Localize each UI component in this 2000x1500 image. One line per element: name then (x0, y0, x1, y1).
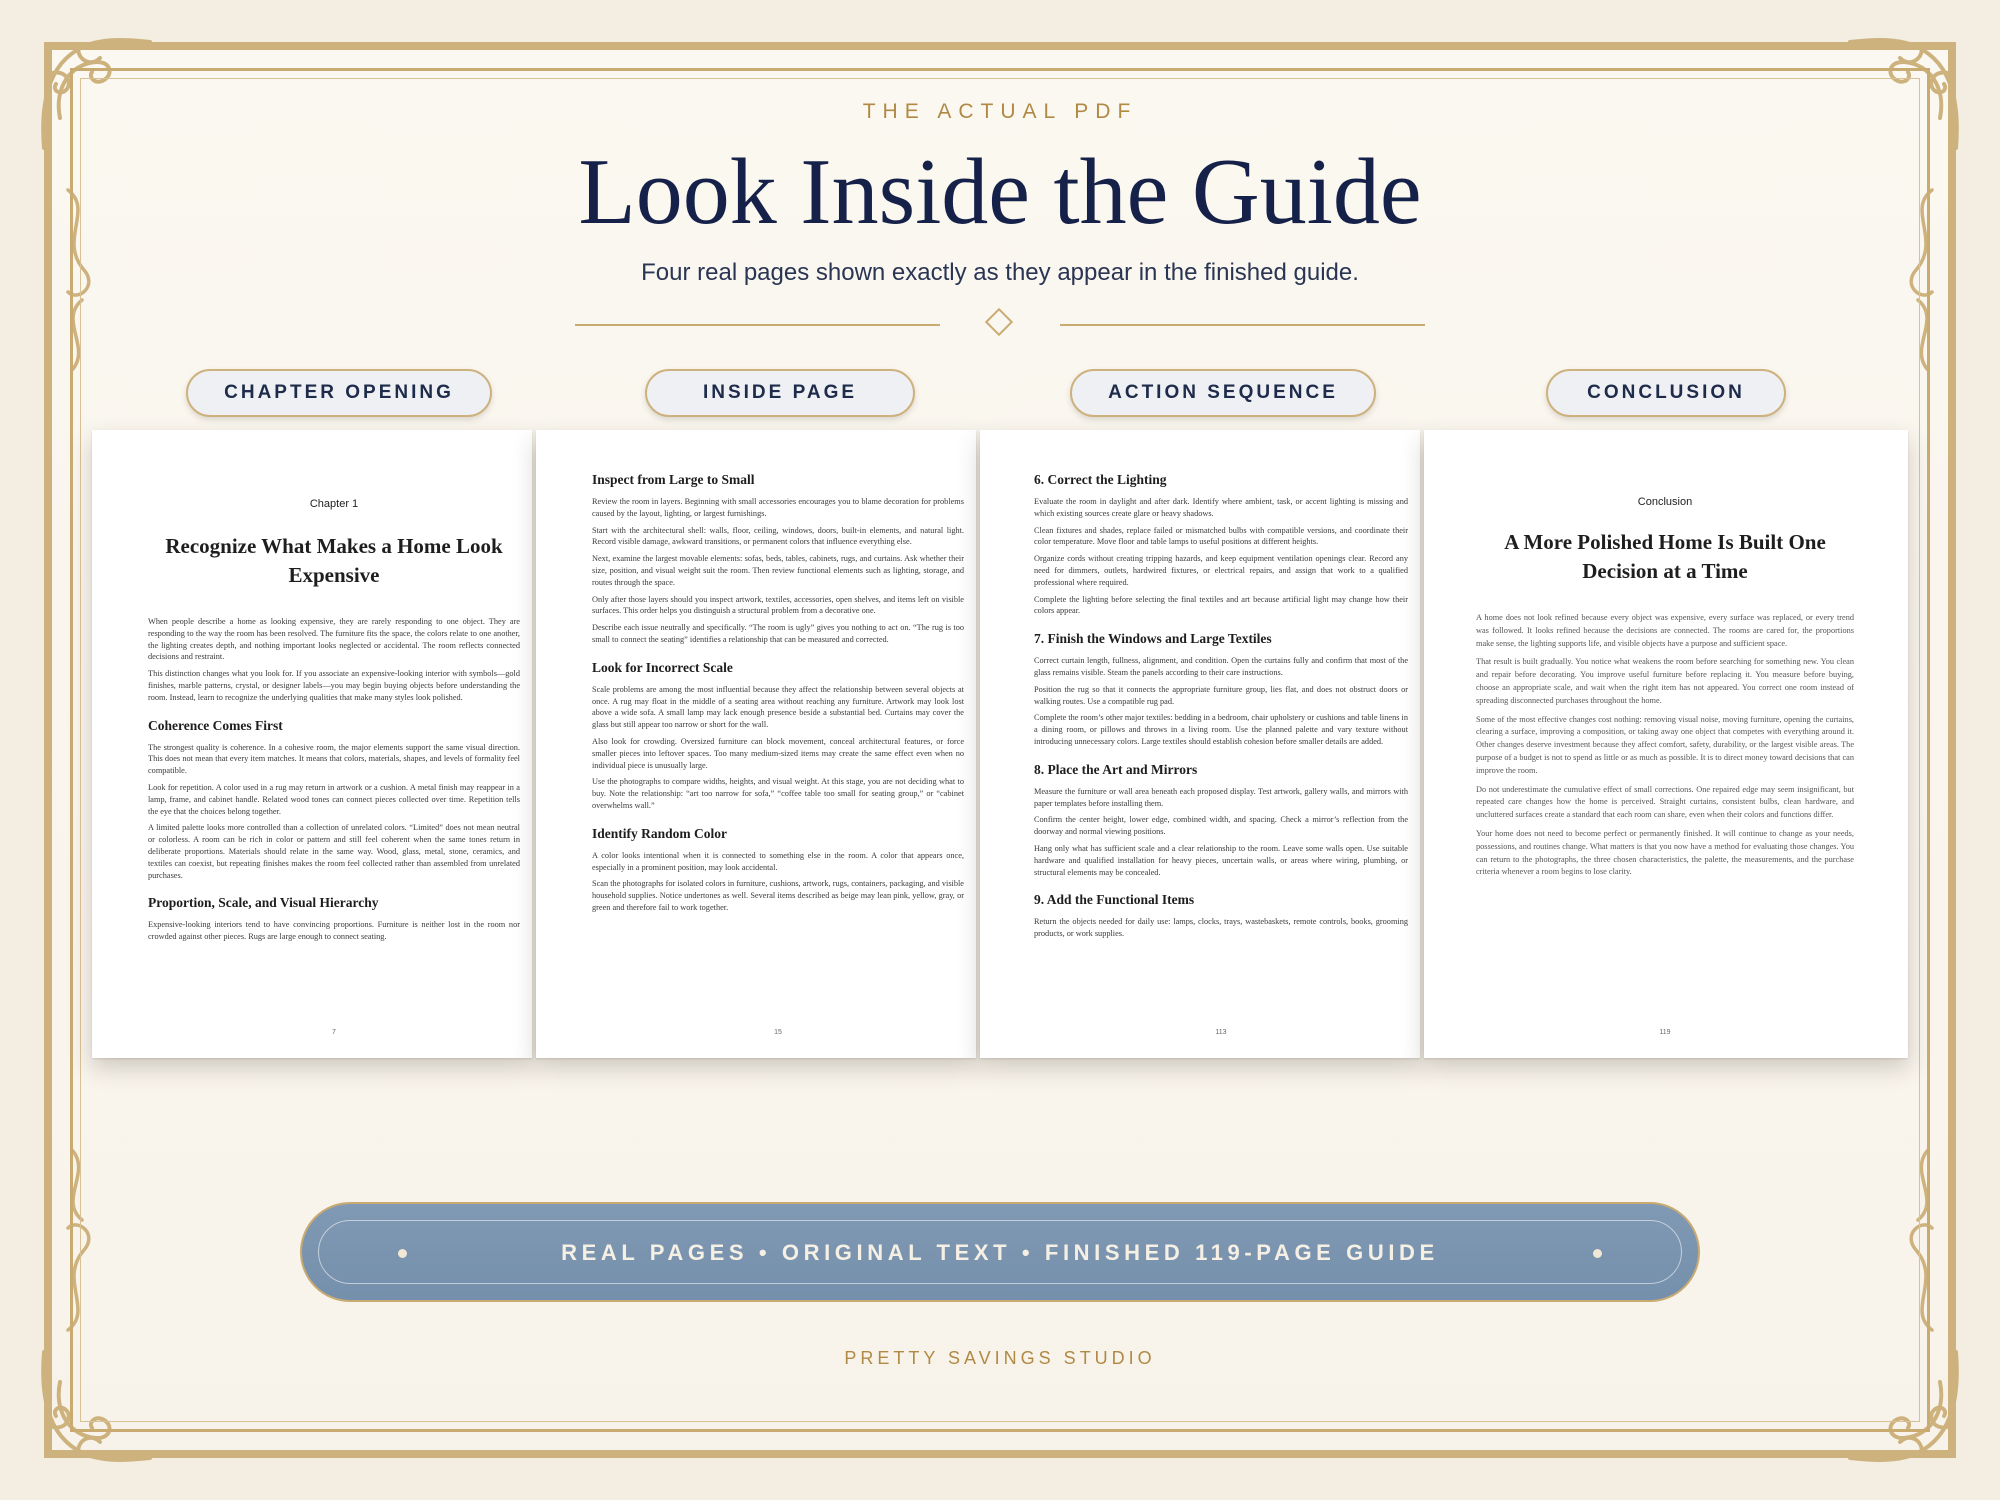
body-paragraph: Start with the architectural shell: walls, floor, ceiling, windows, doors, built-in elements, and natural light. Record visible damage, awkward transitions, or permanent colors that influence everything else. (592, 525, 964, 547)
page-title: Look Inside the Guide (578, 140, 1422, 244)
body-paragraph: A color looks intentional when it is connected to something else in the room. A color that appears once, especially in a prominent position, may look accidental. (592, 850, 964, 872)
body-paragraph: The strongest quality is coherence. In a cohesive room, the major elements support the same visual direction. This does not mean that every item matches. It means that colors, materials, shapes, and levels of formality feel compatible. (148, 742, 520, 776)
body-paragraph: Correct curtain length, fullness, alignment, and condition. Open the curtains fully and confirm that most of the glass remains visible. Steam the panels according to their care instructions. (1034, 656, 1408, 677)
body-paragraph: Expensive-looking interiors tend to have convincing proportions. Furniture is neither lost in the room nor crowded against other pieces. Rugs are large enough to connect seating. (148, 920, 520, 942)
pdf-page-inside (536, 430, 976, 1058)
section-heading: 9. Add the Functional Items (1034, 892, 1195, 908)
chapter-label: Chapter 1 (309, 498, 359, 510)
page-body (1476, 612, 1854, 879)
divider-line-right (1060, 324, 1425, 326)
pdf-page-conclusion (1424, 430, 1908, 1058)
section-heading: Inspect from Large to Small (592, 472, 755, 487)
chapter-label: Conclusion (1637, 496, 1693, 508)
pdf-page-chapter-opening (92, 430, 532, 1058)
page-body (592, 472, 964, 914)
body-paragraph: Some of the most effective changes cost nothing: removing visual noise, moving furniture, opening the curtains, clearing a surface, improving a composition, or taking away one object that competes with everything around it. Other changes deserve investment because they affect comfort, safety, durability, or the largest visible areas. The purpose of a budget is not to spend as little or as much as possible. It is to direct money toward decisions that can improve the room. (1476, 714, 1854, 775)
section-heading: 8. Place the Art and Mirrors (1034, 761, 1198, 777)
label-inside-page: INSIDE PAGE (645, 369, 915, 417)
body-paragraph: Complete the lighting before selecting the final textiles and art because artificial light may change how their colors appear. (1034, 594, 1408, 616)
section-heading: Identify Random Color (592, 825, 728, 841)
page-number: 113 (1215, 1029, 1227, 1036)
body-paragraph: Describe each issue neutrally and specifically. “The room is ugly” gives you nothing to act on. “The rug is too small to connect the seating” identifies a relationship that can be measured and corrected. (592, 623, 964, 644)
body-paragraph: This distinction changes what you look for. If you associate an expensive-looking interior with symbols—gold finishes, marble patterns, crystal, or designer labels—you may begin buying objects before understanding the room. Instead, learn to recognize the underlying qualities that make many styles look polished. (148, 669, 520, 702)
body-paragraph: A home does not look refined because every object was expensive, every surface was replaced, or every trend was followed. It looks refined because the decisions are connected. The rooms are cared for, the proportions make sense, the lighting supports life, and visible objects have a purpose and sufficient space. (1476, 613, 1854, 648)
page-subtitle: Four real pages shown exactly as they appear in the finished guide. (641, 259, 1359, 286)
brand-footer: PRETTY SAVINGS STUDIO (844, 1348, 1156, 1368)
label-conclusion: CONCLUSION (1546, 369, 1786, 417)
page-body (148, 616, 520, 943)
features-banner (300, 1202, 1700, 1302)
body-paragraph: Complete the room’s other major textiles: bedding in a bedroom, chair upholstery or cushions and table linens in a dining room, or pillows and throws in a living room. Use the planned palette and vary texture without introducing unnecessary colors. Large textiles should establish cohesion before smaller details are added. (1034, 713, 1408, 746)
section-heading: Proportion, Scale, and Visual Hierarchy (148, 895, 379, 911)
body-paragraph: When people describe a home as looking expensive, they are rarely responding to one object. They are responding to the way the room has been resolved. The furniture fits the space, the colors relate to one another, the lighting creates depth, and nothing important looks neglected or accidental. The room reflects connected decisions and restraint. (148, 617, 520, 662)
body-paragraph: Look for repetition. A color used in a rug may return in artwork or a cushion. A metal finish may reappear in a lamp, frame, and cabinet handle. Related wood tones can connect pieces collected over time. Repetition tells the eye that the choices belong together. (148, 782, 520, 816)
page-number: 15 (774, 1029, 782, 1036)
body-paragraph: Clean fixtures and shades, replace failed or mismatched bulbs with compatible versions, and coordinate their color temperature. Move floor and table lamps to useful positions at different heights. (1034, 525, 1408, 547)
page-number: 119 (1659, 1029, 1671, 1036)
body-paragraph: Only after those layers should you inspect artwork, textiles, accessories, open shelves, and items left on visible surfaces. This order helps you distinguish a structural problem from a decorative one. (592, 594, 964, 616)
page-number: 7 (332, 1029, 336, 1036)
body-paragraph: Use the photographs to compare widths, heights, and visual weight. At this stage, you are not deciding what to buy. Note the relationship: “art too narrow for sofa,” “coffee table too small for seating group,” or “cabinet overwhelms wall.” (592, 777, 964, 810)
body-paragraph: Hang only what has sufficient scale and a clear relationship to the room. Leave some walls open. Use suitable hardware and qualified installation for heavy pieces, uncertain walls, or areas where wiring, plumbing, or structural elements may be concealed. (1034, 843, 1408, 877)
body-paragraph: Organize cords without creating tripping hazards, and keep equipment ventilation openings clear. Record any need for dimmers, outlets, hardwired fixtures, or electrical repairs, and assign that work to a qualified professional where required. (1034, 554, 1408, 587)
body-paragraph: Scan the photographs for isolated colors in furniture, cushions, artwork, rugs, containers, packaging, and visible household supplies. Notice undertones as well. Several items described as beige may lean pink, yellow, gray, or green and therefore fail to work together. (592, 879, 964, 912)
chapter-title: A More Polished Home Is Built One Decision at a Time (1504, 530, 1826, 583)
banner-text: REAL PAGES • ORIGINAL TEXT • FINISHED 119-PAGE GUIDE (561, 1240, 1439, 1265)
body-paragraph: Confirm the center height, lower edge, combined width, and spacing. Check a mirror’s reflection from the doorway and normal viewing positions. (1034, 815, 1408, 837)
body-paragraph: Return the objects needed for daily use: lamps, clocks, trays, wastebaskets, remote controls, books, grooming products, or work supplies. (1034, 917, 1408, 939)
label-action-sequence: ACTION SEQUENCE (1070, 369, 1376, 417)
label-chapter-opening: CHAPTER OPENING (186, 369, 492, 417)
body-paragraph: Your home does not need to become perfect or permanently finished. It will continue to change as your needs, possessions, and routines change. What matters is that you now have a method for evaluating those changes. You can return to the photographs, the three chosen characteristics, the palette, the measurements, and the purchase criteria whenever a room begins to lose clarity. (1476, 828, 1854, 877)
body-paragraph: Scale problems are among the most influential because they affect the relationship between several objects at once. A rug may float in the middle of a seating area without reaching any furniture. Artwork may look lost above a wide sofa. A small lamp may lack enough presence beside a substantial bed. Curtains may cover the glass but still appear too narrow or short for the wall. (592, 684, 964, 730)
body-paragraph: A limited palette looks more controlled than a collection of unrelated colors. “Limited” does not mean neutral or colorless. A room can be rich in color or pattern and still feel coherent when the same tones return in deliberate proportions. Materials should relate in the same way. Wood, glass, metal, stone, ceramics, and textiles can coexist, but repeating finishes makes the room feel collected rather than assembled from unrelated purchases. (148, 823, 520, 880)
section-heading: Look for Incorrect Scale (592, 659, 733, 675)
section-heading: 7. Finish the Windows and Large Textiles (1034, 631, 1272, 647)
body-paragraph: Review the room in layers. Beginning with small accessories encourages you to blame decoration for problems caused by the layout, lighting, or largest furnishings. (592, 497, 964, 518)
body-paragraph: Evaluate the room in daylight and after dark. Identify where ambient, task, or accent lighting is missing and which existing sources create glare or heavy shadows. (1034, 497, 1408, 518)
section-heading: 6. Correct the Lighting (1034, 472, 1167, 487)
chapter-title: Recognize What Makes a Home Look Expensive (165, 534, 503, 587)
section-heading: Coherence Comes First (148, 717, 283, 733)
eyebrow-label: THE ACTUAL PDF (862, 100, 1138, 123)
page-body (1034, 472, 1408, 940)
pdf-page-action-sequence (980, 430, 1420, 1058)
body-paragraph: Do not underestimate the cumulative effect of small corrections. One repaired edge may seem insignificant, but repeated care changes how the home is perceived. Straight curtains, consistent bulbs, clean hardware, and uncluttered surfaces create a standard that each room can share, even when their colors and functions differ. (1476, 784, 1854, 820)
body-paragraph: Position the rug so that it connects the appropriate furniture group, lies flat, and does not obstruct doors or walking routes. Use a compatible rug pad. (1034, 684, 1408, 706)
body-paragraph: Measure the furniture or wall area beneath each proposed display. Test artwork, gallery walls, and mirrors with paper templates before installing them. (1034, 786, 1408, 808)
body-paragraph: Next, examine the largest movable elements: sofas, beds, tables, cabinets, rugs, and curtains. Ask whether their size, position, and visual weight suit the room. Then review functional elements such as lighting, storage, and routes through the space. (592, 554, 964, 587)
body-paragraph: That result is built gradually. You notice what weakens the room before searching for something new. You clean and repair before decorating. You improve useful furniture before replacing it. You measure before buying, choose an appropriate scale, and wait when the right item has not appeared. You correct one room instead of spreading disconnected purchases throughout the home. (1476, 657, 1854, 705)
body-paragraph: Also look for crowding. Oversized furniture can block movement, conceal architectural features, or force smaller pieces into leftover spaces. Too many medium-sized items may create the same effect even when no individual piece is unusually large. (592, 736, 964, 770)
divider-line-left (575, 324, 940, 326)
